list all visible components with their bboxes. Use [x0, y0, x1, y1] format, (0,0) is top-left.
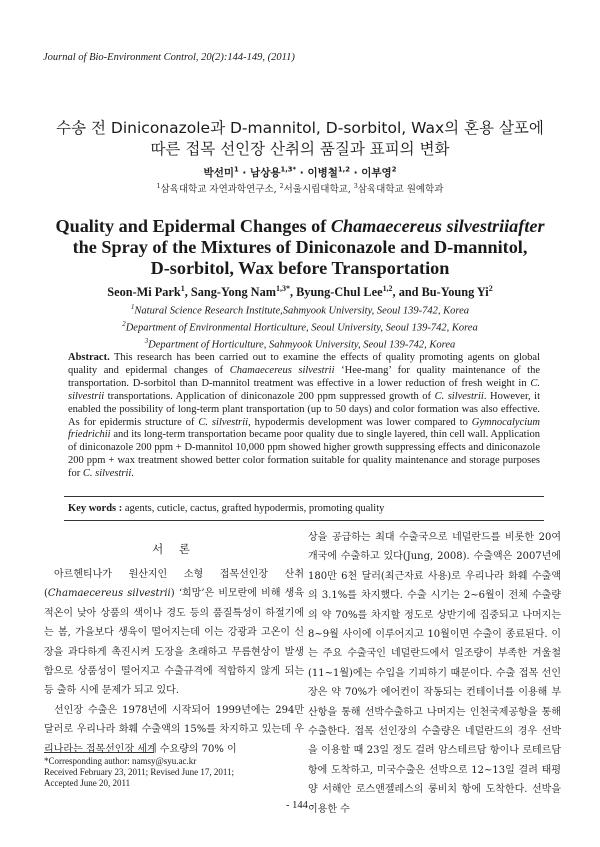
author-separator: , and [392, 285, 422, 300]
abstract-text: . However, it enabled the possibility of long-term plant transportation (up to 50 days) and color formation was also effective. As for epidermis structure of [68, 390, 541, 428]
keywords-top-rule [64, 496, 544, 497]
affiliation-superscript: 1 [131, 304, 135, 311]
footnote [44, 756, 234, 789]
affiliation-superscript: 3 [353, 182, 358, 190]
english-affiliation-text: Natural Science Research Institute,Sahmyook University, Seoul 139-742, Korea [134, 305, 469, 317]
korean-affiliation: 삼육대학교 원예학과 [357, 184, 444, 195]
species-name: C. silvestrii [82, 468, 132, 480]
korean-title [0, 118, 600, 160]
abstract-text: and its long-term transportation became poor quality due to single layered, thin cell wall. Application of diniconazole 200 ppm + D-mannitol 10,000 ppm showed higher growth suppressing effects and diniconazole 200 ppm + wax treatment showed better color formation suitable for quality maintenance and storage purposes for [68, 429, 540, 480]
keywords-bottom-rule [64, 520, 544, 521]
abstract-text: transportations. Application of diniconazole 200 ppm suppressed growth of [104, 390, 435, 402]
korean-author: 이병철 [307, 167, 338, 179]
species-name: Gymnocalycium friedrichii [68, 416, 540, 441]
corresponding-author: *Corresponding author: namsy@syu.ac.kr [44, 756, 197, 766]
english-title-line3: D-sorbitol, Wax before Transportation [150, 258, 450, 278]
english-affiliation [0, 318, 600, 335]
abstract-text: , hypodermis development was lower compared to [248, 416, 472, 428]
korean-affiliations [0, 181, 600, 195]
author-superscript: 2 [391, 165, 397, 174]
body-paragraph [44, 565, 304, 701]
korean-author: 박선미 [203, 167, 234, 179]
page-number: - 144 - [286, 800, 314, 811]
keywords-text: agents, cuticle, cactus, grafted hypodermis, promoting quality [122, 503, 385, 514]
english-affiliation [0, 301, 600, 318]
abstract [68, 352, 540, 481]
korean-title-line1: 수송 전 Diniconazole과 D-mannitol, D-sorbitol, Wax의 혼용 살포에 [56, 119, 544, 137]
english-affiliation-text: Department of Environmental Horticulture, Seoul University, Seoul 139-742, Korea [125, 322, 478, 334]
body-paragraph: 상을 공급하는 최대 수출국으로 네덜란드를 비롯한 20여 개국에 수출하고 있다(Jung, 2008). 수출액은 2007년에 180만 6천 달러(최근자료 사용)로 우리나라 화훼 수출액의 3.1%를 차지했다. 수출 시기는 2~6월이 전체 수출량의 약 70%를 차지할 정도로 상반기에 집중되고 나머지는 8~9월 사이에 이루어지고 10월이면 수출이 종료된다. 이는 주요 수출국인 네덜란드에서 일조량이 부족한 겨울철(11~1월)에는 수입을 기피하기 때문이다. 수출 접목 선인장은 약 70%가 에어컨이 작동되는 컨테이너를 이용해 부산항을 통해 선박수출하고 나머지는 인천국제공항을 통해 수출한다. 접목 선인장의 수출량은 네덜란드의 경우 선박을 이용할 때 23일 정도 걸려 암스테르담 항이나 로테르담 항에 도착하고, 미국수출은 선박으로 12~13일 결려 태평양 서해안 로스앤젤레스의 롱비치 항에 도착한다. 선박을 이용한 수 [308, 532, 561, 815]
english-authors [0, 284, 600, 300]
abstract-text: ‘Hee-mang’ for quality maintenance of the transportation. D-sorbitol than D-mannitol treatment was effective in a lower reduction of fresh weight in [68, 364, 540, 389]
abstract-label: Abstract. [68, 352, 110, 363]
english-author: Bu-Young Yi [421, 285, 489, 300]
author-separator: , [184, 285, 191, 300]
affiliation-superscript: 2 [122, 321, 126, 329]
species-name: Chamaecereus silvestriiafter [330, 216, 545, 236]
received-date: Received February 23, 2011; Revised June 17, 2011; [44, 767, 235, 777]
accepted-date: Accepted June 20, 2011 [44, 778, 131, 788]
author-superscript: 1,3* [280, 165, 297, 174]
korean-affiliation: 서울시립대학교, [283, 184, 354, 195]
author-superscript: 1 [180, 284, 185, 293]
body-paragraph: 선인장 수출은 1978년에 시작되어 1999년에는 294만 달러로 우리나라 화훼 수출액의 15%를 차지하고 있는데 우리나라는 접목선인장 세계 수요량의 70% 이 [44, 704, 304, 755]
body-column-left [44, 565, 304, 759]
affiliation-superscript: 3 [144, 338, 149, 346]
author-separator: · [238, 167, 251, 179]
body-text: 아르헨티나가 원산지인 소형 접목선인장 산취 ( [44, 569, 304, 600]
english-title-line2: the Spray of the Mixtures of Diniconazole and D-mannitol, [72, 237, 528, 257]
abstract-text: This research has been carried out to examine the effects of quality promoting agents on global quality and epidermal changes of [68, 352, 540, 376]
footnote-rule [44, 752, 154, 753]
author-superscript: 1,2 [337, 165, 350, 174]
english-affiliation-text: Department of Horticulture, Sahmyook University, Seoul 139-742, Korea [148, 339, 456, 351]
author-superscript: 1 [233, 165, 239, 174]
english-affiliations [0, 301, 600, 353]
section-heading-introduction: 서 론 [152, 542, 196, 556]
author-superscript: 1,2 [382, 284, 393, 293]
author-separator: , [289, 285, 297, 300]
korean-affiliation: 삼육대학교 자연과학연구소, [160, 184, 280, 195]
english-author: Sang-Yong Nam [190, 285, 276, 300]
species-name: C. silvestrii [68, 377, 540, 402]
korean-authors [0, 165, 600, 180]
english-author: Byung-Chul Lee [296, 285, 383, 300]
species-name: C. silvestrii [198, 416, 249, 428]
journal-citation: Journal of Bio-Environment Control, 20(2):144-149, (2011) [43, 52, 295, 63]
english-author: Seon-Mi Park [107, 285, 181, 300]
keywords [68, 503, 384, 514]
author-separator: · [349, 167, 362, 179]
species-name: C. silvestrii [434, 390, 484, 402]
affiliation-superscript: 2 [279, 182, 284, 190]
korean-title-line2: 따른 접목 선인장 산취의 품질과 표피의 변화 [150, 140, 450, 158]
author-superscript: 2 [488, 284, 493, 293]
english-title-text: Quality and Epidermal Changes of [55, 216, 331, 236]
korean-author: 남상용 [250, 167, 281, 179]
keywords-label: Key words : [68, 503, 123, 514]
english-affiliation [0, 335, 600, 352]
author-superscript: 1,3* [275, 284, 290, 293]
abstract-text: . [131, 468, 134, 480]
species-name: Chamaecereus silvestrii [229, 364, 335, 376]
body-text: ) ‘희망’은 비모란에 비해 생육적온이 낮아 상품의 색이나 경도 등의 품질특성이 하절기에는 봄, 가을보다 생육이 떨어지는데 이는 강광과 고온이 신장을 과다하게 촉진시켜 도장을 초래하고 무름현상이 발생함으로 상품성이 떨어지고 수출규격에 적합하지 않게 되는 등 출하 시에 문제가 되고 있다. [44, 588, 305, 697]
author-separator: · [296, 167, 308, 179]
body-column-right [308, 528, 561, 819]
affiliation-superscript: 1 [156, 182, 161, 190]
species-name: Chamaecereus silvestrii [47, 588, 171, 600]
english-title-line1 [0, 216, 600, 237]
korean-author: 이부영 [361, 167, 392, 179]
english-title [0, 216, 600, 279]
